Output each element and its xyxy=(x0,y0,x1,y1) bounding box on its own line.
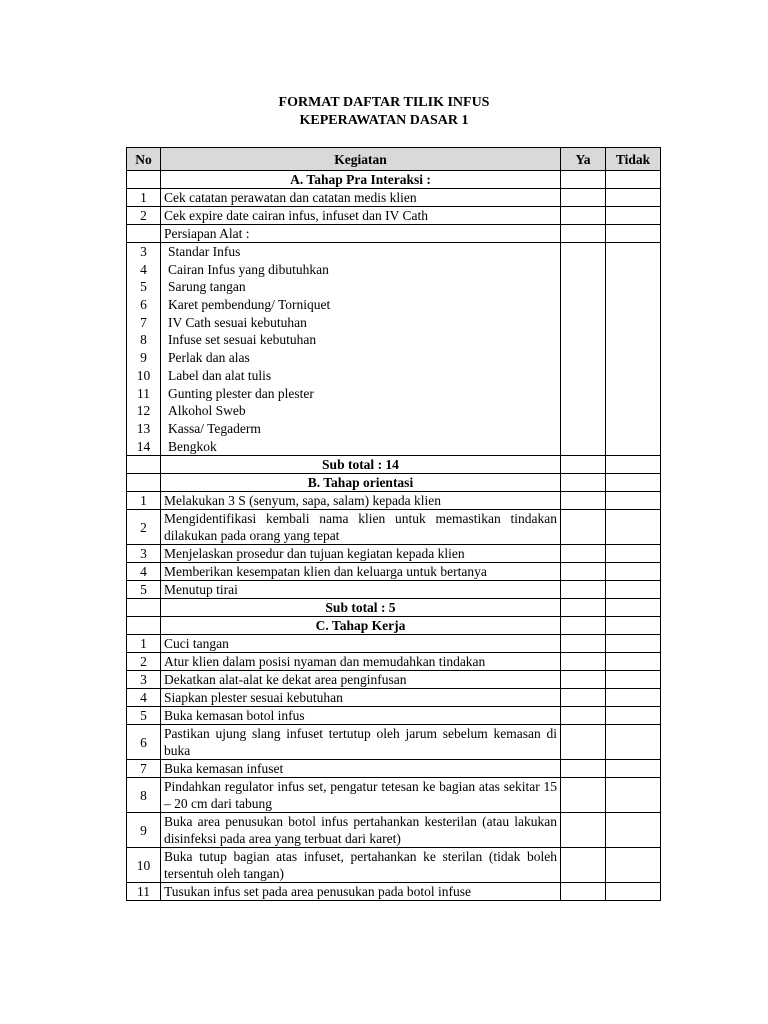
alat-item: Sarung tangan xyxy=(168,279,246,295)
checklist-table xyxy=(126,147,661,901)
tidak-checkbox-cell[interactable] xyxy=(606,653,661,671)
ya-checkbox-cell[interactable] xyxy=(561,760,606,778)
alat-item: Alkohol Sweb xyxy=(168,403,246,419)
table-row xyxy=(127,545,661,563)
alat-items xyxy=(161,243,561,456)
table-row xyxy=(127,848,661,883)
tidak-checkbox-cell[interactable] xyxy=(606,474,661,492)
subtotal-a-label: Sub total : 14 xyxy=(161,456,561,474)
tidak-checkbox-cell[interactable] xyxy=(606,883,661,901)
ya-checkbox-cell[interactable] xyxy=(561,599,606,617)
tidak-checkbox-cell[interactable] xyxy=(606,225,661,243)
tidak-checkbox-cell[interactable] xyxy=(606,563,661,581)
table-row xyxy=(127,510,661,545)
row-number xyxy=(127,474,161,492)
subtotal-a xyxy=(127,456,661,474)
tidak-checkbox-cell[interactable] xyxy=(606,778,661,813)
ya-checkbox-cell[interactable] xyxy=(561,545,606,563)
row-number: 8 xyxy=(127,778,161,813)
alat-number: 11 xyxy=(137,385,150,401)
row-number: 6 xyxy=(127,725,161,760)
table-row xyxy=(127,189,661,207)
alat-item: Infuse set sesuai kebutuhan xyxy=(168,332,317,348)
activity-text: Memberikan kesempatan klien dan keluarga untuk bertanya xyxy=(161,563,561,581)
row-number: 2 xyxy=(127,207,161,225)
header-ya: Ya xyxy=(561,148,606,171)
row-number: 3 xyxy=(127,671,161,689)
tidak-checkbox-cell[interactable] xyxy=(606,707,661,725)
tidak-checkbox-cell[interactable] xyxy=(606,599,661,617)
table-row xyxy=(127,725,661,760)
tidak-checkbox-cell[interactable] xyxy=(606,689,661,707)
ya-checkbox-cell[interactable] xyxy=(561,778,606,813)
activity-text: Tusukan infus set pada area penusukan pada botol infuse xyxy=(161,883,561,901)
ya-checkbox-cell[interactable] xyxy=(561,848,606,883)
row-number: 2 xyxy=(127,653,161,671)
row-number: 3 xyxy=(127,545,161,563)
alat-item: Kassa/ Tegaderm xyxy=(168,420,261,436)
header-tidak: Tidak xyxy=(606,148,661,171)
ya-checkbox-cell[interactable] xyxy=(561,653,606,671)
alat-item: Cairan Infus yang dibutuhkan xyxy=(168,261,329,277)
alat-number: 8 xyxy=(140,332,147,348)
alat-item: IV Cath sesuai kebutuhan xyxy=(168,314,307,330)
alat-item: Bengkok xyxy=(168,438,217,454)
ya-checkbox-cell[interactable] xyxy=(561,474,606,492)
section-b-title xyxy=(127,474,661,492)
ya-checkbox-cell[interactable] xyxy=(561,171,606,189)
tidak-checkbox-cell[interactable] xyxy=(606,635,661,653)
ya-checkbox-cell[interactable] xyxy=(561,225,606,243)
row-number xyxy=(127,599,161,617)
table-row xyxy=(127,813,661,848)
activity-text: Cuci tangan xyxy=(161,635,561,653)
alat-item: Gunting plester dan plester xyxy=(168,385,314,401)
tidak-checkbox-cell[interactable] xyxy=(606,848,661,883)
tidak-checkbox-cell[interactable] xyxy=(606,171,661,189)
alat-number: 4 xyxy=(140,261,147,277)
activity-text: Pastikan ujung slang infuset tertutup oleh jarum sebelum kemasan di buka xyxy=(161,725,561,760)
section-a-title-label: A. Tahap Pra Interaksi : xyxy=(161,171,561,189)
alat-number: 10 xyxy=(136,367,151,383)
table-row xyxy=(127,492,661,510)
row-number: 11 xyxy=(127,883,161,901)
alat-number: 3 xyxy=(140,244,147,259)
header-no: No xyxy=(127,148,161,171)
activity-text: Mengidentifikasi kembali nama klien untuk memastikan tindakan dilakukan pada orang yang tepat xyxy=(161,510,561,545)
document-title: FORMAT DAFTAR TILIK INFUS xyxy=(278,95,490,110)
table-row xyxy=(127,653,661,671)
table-row xyxy=(127,581,661,599)
section-c-title-label: C. Tahap Kerja xyxy=(161,617,561,635)
row-number: 7 xyxy=(127,760,161,778)
tidak-checkbox-cell[interactable] xyxy=(606,510,661,545)
tidak-checkbox-cell[interactable] xyxy=(606,581,661,599)
activity-text: Cek catatan perawatan dan catatan medis klien xyxy=(161,189,561,207)
alat-number: 6 xyxy=(140,297,147,313)
alat-numbers xyxy=(127,243,161,456)
ya-checkbox-cell[interactable] xyxy=(561,813,606,848)
activity-text: Dekatkan alat-alat ke dekat area penginfusan xyxy=(161,671,561,689)
activity-text: Buka area penusukan botol infus pertahankan kesterilan (atau lakukan disinfeksi pada area yang terbuat dari karet) xyxy=(161,813,561,848)
table-row xyxy=(127,563,661,581)
alat-item: Karet pembendung/ Torniquet xyxy=(168,297,331,313)
ya-checkbox-cell[interactable] xyxy=(561,617,606,635)
ya-checkbox-cell[interactable] xyxy=(561,671,606,689)
alat-item: Standar Infus xyxy=(168,244,241,259)
ya-checkbox-cell[interactable] xyxy=(561,689,606,707)
table-row xyxy=(127,689,661,707)
alat-number: 12 xyxy=(136,403,151,419)
ya-checkbox-cell[interactable] xyxy=(561,707,606,725)
activity-text: Pindahkan regulator infus set, pengatur tetesan ke bagian atas sekitar 15 – 20 cm dari tabung xyxy=(161,778,561,813)
row-number: 1 xyxy=(127,189,161,207)
ya-checkbox-cell[interactable] xyxy=(561,243,606,456)
tidak-checkbox-cell[interactable] xyxy=(606,617,661,635)
ya-checkbox-cell[interactable] xyxy=(561,189,606,207)
tidak-checkbox-cell[interactable] xyxy=(606,813,661,848)
tidak-checkbox-cell[interactable] xyxy=(606,207,661,225)
table-row xyxy=(127,778,661,813)
ya-checkbox-cell[interactable] xyxy=(561,883,606,901)
activity-text: Buka kemasan infuset xyxy=(161,760,561,778)
row-number: 4 xyxy=(127,563,161,581)
alat-number: 14 xyxy=(136,438,151,454)
alat-number: 5 xyxy=(140,279,147,295)
ya-checkbox-cell[interactable] xyxy=(561,725,606,760)
section-b-title-label: B. Tahap orientasi xyxy=(161,474,561,492)
row-number: 5 xyxy=(127,581,161,599)
row-number xyxy=(127,171,161,189)
row-number xyxy=(127,456,161,474)
ya-checkbox-cell[interactable] xyxy=(561,581,606,599)
activity-text: Melakukan 3 S (senyum, sapa, salam) kepada klien xyxy=(161,492,561,510)
tidak-checkbox-cell[interactable] xyxy=(606,671,661,689)
table-row xyxy=(127,883,661,901)
table-row xyxy=(127,671,661,689)
tidak-checkbox-cell[interactable] xyxy=(606,760,661,778)
tidak-checkbox-cell[interactable] xyxy=(606,492,661,510)
tidak-checkbox-cell[interactable] xyxy=(606,243,661,456)
document-subtitle: KEPERAWATAN DASAR 1 xyxy=(299,113,469,128)
alat-list-row xyxy=(127,243,661,456)
activity-text: Buka tutup bagian atas infuset, pertahankan ke sterilan (tidak boleh tersentuh oleh tangan) xyxy=(161,848,561,883)
row-number: 10 xyxy=(127,848,161,883)
persiapan-alat-label: Persiapan Alat : xyxy=(161,225,561,243)
section-a-title xyxy=(127,171,661,189)
table-row xyxy=(127,635,661,653)
ya-checkbox-cell[interactable] xyxy=(561,635,606,653)
header-kegiatan: Kegiatan xyxy=(161,148,561,171)
section-c-title xyxy=(127,617,661,635)
alat-number: 7 xyxy=(140,314,147,330)
row-number: 1 xyxy=(127,492,161,510)
table-row xyxy=(127,207,661,225)
alat-item: Label dan alat tulis xyxy=(168,367,272,383)
row-number: 9 xyxy=(127,813,161,848)
row-number: 2 xyxy=(127,510,161,545)
table-header-row xyxy=(127,148,661,171)
activity-text: Atur klien dalam posisi nyaman dan memudahkan tindakan xyxy=(161,653,561,671)
activity-text: Siapkan plester sesuai kebutuhan xyxy=(161,689,561,707)
ya-checkbox-cell[interactable] xyxy=(561,456,606,474)
table-row xyxy=(127,760,661,778)
alat-number: 13 xyxy=(136,420,151,436)
table-row xyxy=(127,707,661,725)
ya-checkbox-cell[interactable] xyxy=(561,510,606,545)
tidak-checkbox-cell[interactable] xyxy=(606,725,661,760)
activity-text: Menutup tirai xyxy=(161,581,561,599)
tidak-checkbox-cell[interactable] xyxy=(606,545,661,563)
alat-item: Perlak dan alas xyxy=(168,350,250,366)
tidak-checkbox-cell[interactable] xyxy=(606,456,661,474)
persiapan-alat-row xyxy=(127,225,661,243)
ya-checkbox-cell[interactable] xyxy=(561,207,606,225)
row-number xyxy=(127,225,161,243)
row-number xyxy=(127,617,161,635)
ya-checkbox-cell[interactable] xyxy=(561,492,606,510)
activity-text: Menjelaskan prosedur dan tujuan kegiatan kepada klien xyxy=(161,545,561,563)
subtotal-b-label: Sub total : 5 xyxy=(161,599,561,617)
alat-number: 9 xyxy=(140,350,147,366)
row-number: 4 xyxy=(127,689,161,707)
subtotal-b xyxy=(127,599,661,617)
activity-text: Cek expire date cairan infus, infuset dan IV Cath xyxy=(161,207,561,225)
row-number: 1 xyxy=(127,635,161,653)
tidak-checkbox-cell[interactable] xyxy=(606,189,661,207)
row-number: 5 xyxy=(127,707,161,725)
activity-text: Buka kemasan botol infus xyxy=(161,707,561,725)
ya-checkbox-cell[interactable] xyxy=(561,563,606,581)
